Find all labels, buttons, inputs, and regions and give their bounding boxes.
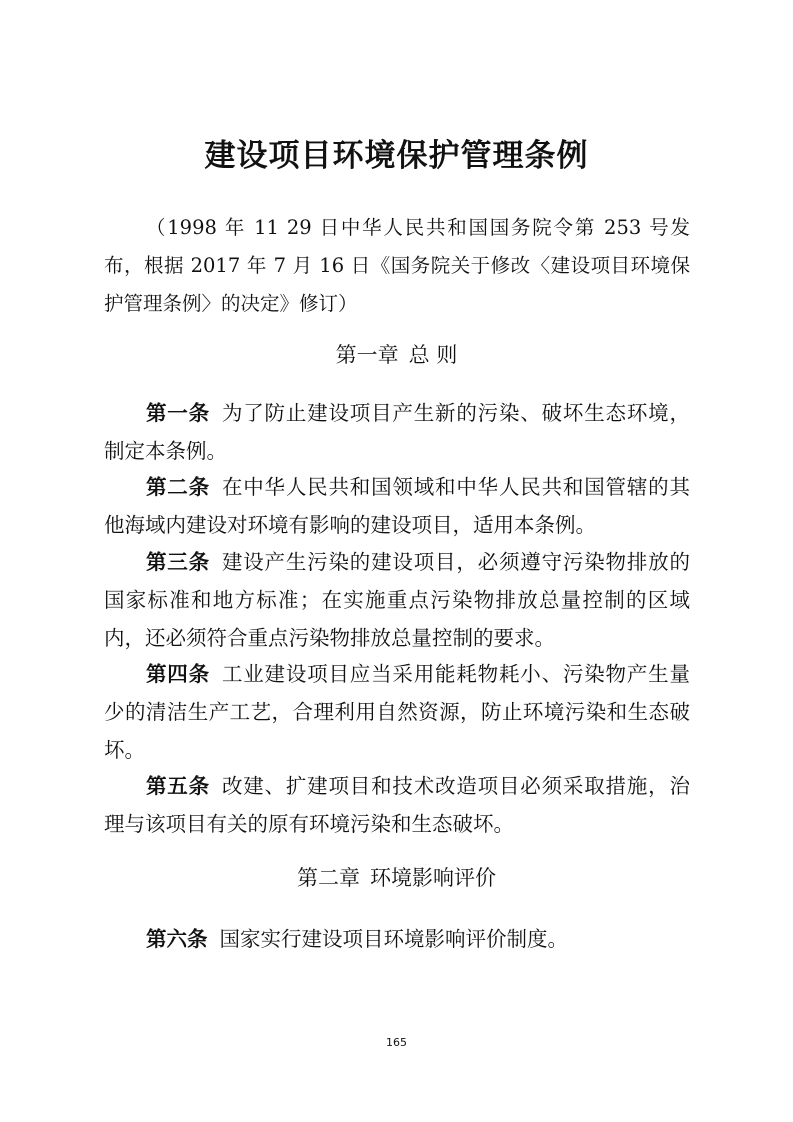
promulgation-note: （1998 年 11 29 日中华人民共和国国务院令第 253 号发布，根据 2017 年 7 月 16 日《国务院关于修改〈建设项目环境保护管理条例〉的决定》修订） (104, 216, 690, 315)
chapter-heading-1 (0, 340, 793, 370)
article-label: 第五条 (146, 774, 210, 798)
article-2 (104, 468, 690, 544)
article-4 (104, 655, 690, 769)
article-text: 建设产生污染的建设项目，必须遵守污染物排放的国家标准和地方标准；在实施重点污染物排放总量控制的区域内，还必须符合重点污染物排放总量控制的要求。 (104, 550, 690, 650)
article-text: 国家实行建设项目环境影响评价制度。 (219, 927, 568, 951)
article-text: 改建、扩建项目和技术改造项目必须采取措施，治理与该项目有关的原有环境污染和生态破坏。 (104, 774, 690, 836)
chapter-name: 总 则 (408, 343, 458, 367)
chapter-heading-2 (0, 863, 793, 893)
chapter-name: 环境影响评价 (370, 866, 496, 890)
article-label: 第四条 (146, 662, 210, 686)
article-1 (104, 394, 690, 470)
article-text: 为了防止建设项目产生新的污染、破坏生态环境，制定本条例。 (104, 401, 690, 463)
article-label: 第一条 (146, 401, 210, 425)
article-6 (104, 920, 690, 958)
article-text: 在中华人民共和国领域和中华人民共和国管辖的其他海域内建设对环境有影响的建设项目，适用本条例。 (104, 475, 690, 537)
article-5 (104, 767, 690, 843)
article-label: 第六条 (146, 927, 208, 951)
document-title: 建设项目环境保护管理条例 (204, 138, 589, 174)
chapter-number: 第一章 (335, 343, 399, 367)
article-3 (104, 543, 690, 657)
article-text: 工业建设项目应当采用能耗物耗小、污染物产生量少的清洁生产工艺，合理利用自然资源，防止环境污染和生态破坏。 (104, 662, 690, 762)
chapter-number: 第二章 (297, 866, 360, 890)
article-label: 第三条 (146, 550, 210, 574)
article-label: 第二条 (146, 475, 210, 499)
page-number: 165 (386, 1036, 407, 1049)
